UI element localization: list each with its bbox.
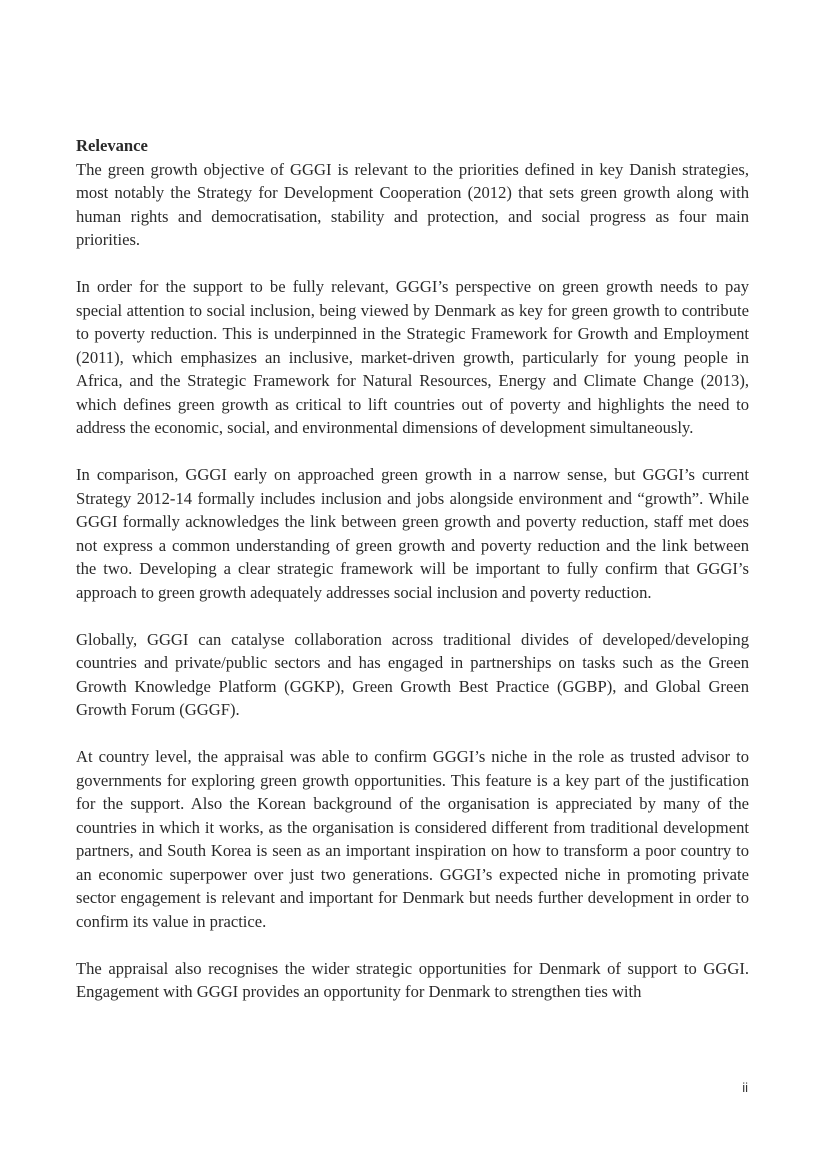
page-body (76, 134, 749, 1027)
paragraph-1: The green growth objective of GGGI is relevant to the priorities defined in key Danish strategies, most notably the Strategy for Development Cooperation (2012) that sets green growth along with human rights and democratisation, stability and protection, and social progress as four main priorities. (76, 159, 749, 249)
paragraph-4: Globally, GGGI can catalyse collaboration across traditional divides of developed/developing countries and private/public sectors and has engaged in partnerships on tasks such as the Green Growth Knowledge Platform (GGKP), Green Growth Best Practice (GGBP), and Global Green Growth Forum (GGGF). (76, 629, 749, 719)
paragraph-6: The appraisal also recognises the wider strategic opportunities for Denmark of support to GGGI. Engagement with GGGI provides an opportunity for Denmark to strengthen ties with (76, 958, 749, 1001)
paragraph-3: In comparison, GGGI early on approached green growth in a narrow sense, but GGGI’s current Strategy 2012-14 formally includes inclusion and jobs alongside environment and “growth”. While GGGI formally acknowledges the link between green growth and poverty reduction, staff met does not express a common understanding of green growth and poverty reduction and the link between the two. Developing a clear strategic framework will be important to fully confirm that GGGI’s approach to green growth adequately addresses social inclusion and poverty reduction. (76, 465, 749, 602)
paragraph-5: At country level, the appraisal was able to confirm GGGI’s niche in the role as trusted advisor to governments for exploring green growth opportunities. This feature is a key part of the justification for the support. Also the Korean background of the organisation is appreciated by many of the countries in which it works, as the organisation is considered different from traditional development partners, and South Korea is seen as an important inspiration on how to transform a poor country to an economic superpower over just two generations. GGGI’s expected niche in promoting private sector engagement is relevant and important for Denmark but needs further development in order to confirm its value in practice. (76, 747, 749, 931)
page-number: ii (742, 1080, 748, 1095)
section-heading: Relevance (76, 136, 148, 155)
paragraph-2: In order for the support to be fully relevant, GGGI’s perspective on green growth needs to pay special attention to social inclusion, being viewed by Denmark as key for green growth to contribute to poverty reduction. This is underpinned in the Strategic Framework for Growth and Employment (2011), which emphasizes an inclusive, market-driven growth, particularly for young people in Africa, and the Strategic Framework for Natural Resources, Energy and Climate Change (2013), which defines green growth as critical to lift countries out of poverty and highlights the need to address the economic, social, and environmental dimensions of development simultaneously. (76, 277, 749, 437)
